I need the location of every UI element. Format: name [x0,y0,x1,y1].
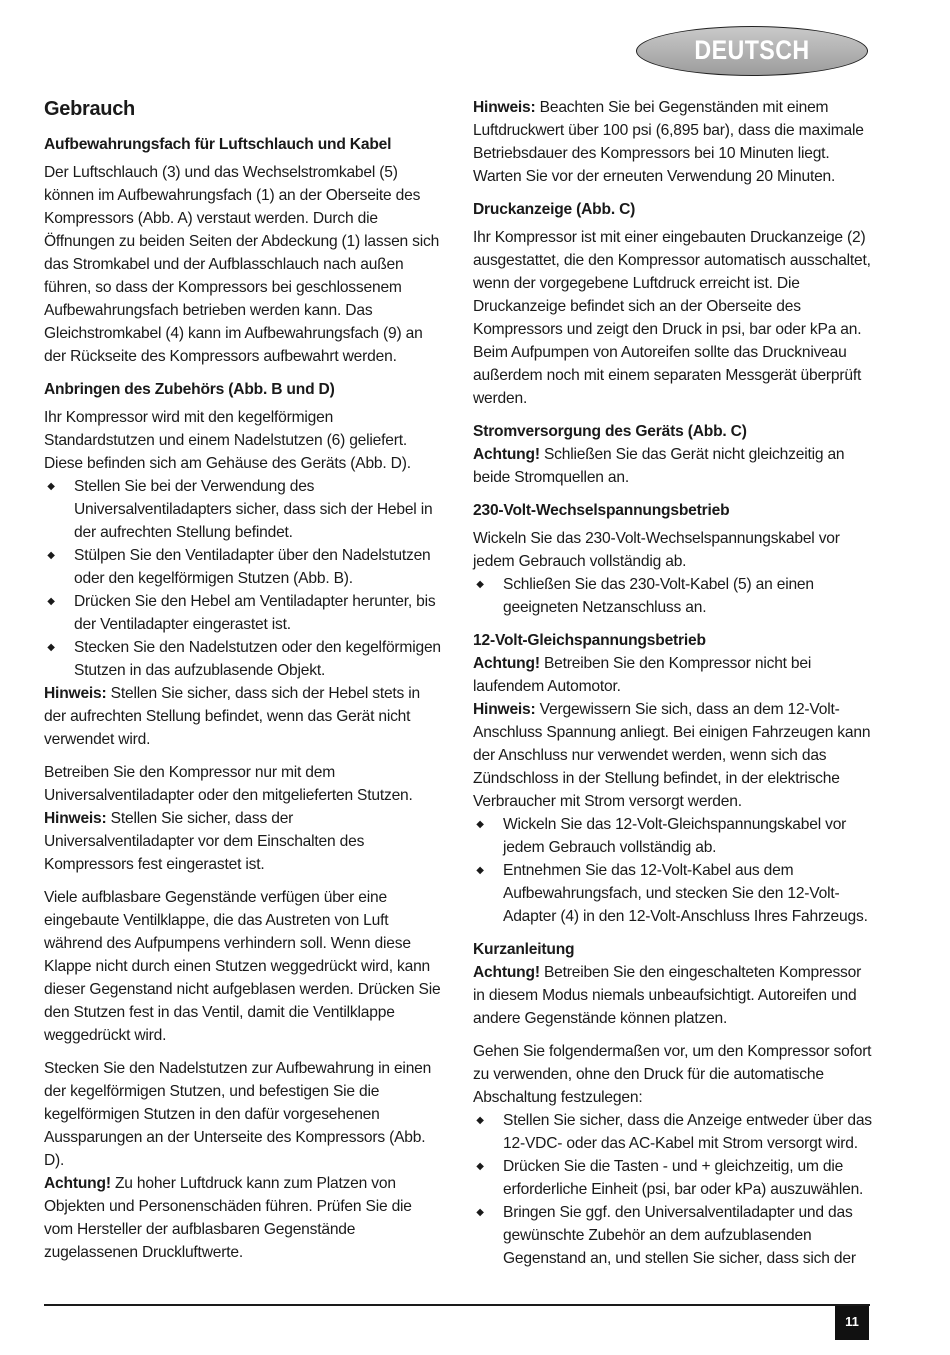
note-operating-time: Hinweis: Beachten Sie bei Gegenständen mit einem Luftdruckwert über 100 psi (6,895 bar), dass die maximale Betriebsdauer des Kompressors bei 10 Minuten liegt. Warten Sie vor der erneuten Verwendung 20 Minuten. [473,99,864,185]
warning-label: Achtung! [473,964,540,981]
list-item: ◆ Stellen Sie bei der Verwendung des Universalventiladapters sicher, dass sich der Hebel in der aufrechten Stellung befindet. [44,475,444,544]
footer-rule [44,1304,870,1306]
note-label: Hinweis: [44,685,107,702]
warning-unattended: Achtung! Betreiben Sie den eingeschalteten Kompressor in diesem Modus niemals unbeaufsichtigt. Autoreifen und andere Gegenstände können platzen. [473,964,862,1027]
heading-power-supply: Stromversorgung des Geräts (Abb. C) [473,423,747,440]
heading-storage: Aufbewahrungsfach für Luftschlauch und Kabel [44,136,392,153]
bullet-icon: ◆ [476,1161,484,1172]
note-lever: Hinweis: Stellen Sie sicher, dass sich der Hebel stets in der aufrechten Stellung befindet, wenn das Gerät nicht verwendet wird. [44,685,421,748]
heading-ac-operation: 230-Volt-Wechselspannungsbetrieb [473,502,730,519]
bullet-icon: ◆ [47,481,55,492]
bullet-icon: ◆ [476,1115,484,1126]
bullet-icon: ◆ [47,550,55,561]
language-badge [636,26,868,76]
language-label: DEUTSCH [694,35,810,65]
list-item: ◆ Entnehmen Sie das 12-Volt-Kabel aus dem Aufbewahrungsfach, und stecken Sie den 12-Volt-Adapter (4) in den 12-Volt-Anschluss Ihres Fahrzeugs. [473,859,873,928]
bullet-icon: ◆ [476,819,484,830]
note-label: Hinweis: [473,701,536,718]
warning-pressure: Achtung! Zu hoher Luftdruck kann zum Platzen von Objekten und Personenschäden führen. Prüfen Sie die vom Hersteller der aufblasbaren Gegenstände zugelassenen Druckluftwerte. [44,1175,412,1261]
list-item: ◆ Stecken Sie den Nadelstutzen oder den kegelförmigen Stutzen in das aufzublasende Objekt. [44,636,444,682]
warning-label: Achtung! [44,1175,111,1192]
heading-dc-operation: 12-Volt-Gleichspannungsbetrieb [473,632,706,649]
list-item: ◆ Bringen Sie ggf. den Universalventiladapter und das gewünschte Zubehör an dem aufzublasenden Gegenstand an, und stellen Sie sicher, dass sich der [473,1201,873,1270]
warning-label: Achtung! [473,446,540,463]
dc-bullet-list [473,813,873,928]
section-title: Gebrauch [44,98,135,120]
right-column [473,96,873,1270]
bullet-icon: ◆ [47,642,55,653]
paragraph-valve-flap: Viele aufblasbare Gegenstände verfügen über eine eingebaute Ventilklappe, die das Austreten von Luft während des Aufpumpens verhindern soll. Wenn diese Klappe nicht durch einen Stutzen weggedrückt wird, kann dieser Gegenstand nicht aufgeblasen werden. Drücken Sie den Stutzen fest in das Ventil, damit die Ventilklappe weggedrückt wird. [44,889,441,1044]
ac-bullet-list [473,573,873,619]
paragraph-pressure-gauge: Ihr Kompressor ist mit einer eingebauten Druckanzeige (2) ausgestattet, die den Kompressor automatisch ausschaltet, wenn der vorgegebene Luftdruck erreicht ist. Die Druckanzeige befindet sich an der Oberseite des Kompressors und zeigt den Druck in psi, bar oder kPa an. Beim Aufpumpen von Autoreifen sollte das Druckniveau außerdem noch mit einem separaten Messgerät überprüft werden. [473,229,871,407]
list-item: ◆ Drücken Sie den Hebel am Ventiladapter herunter, bis der Ventiladapter eingerastet ist. [44,590,444,636]
warning-label: Achtung! [473,655,540,672]
note-12v-socket: Hinweis: Vergewissern Sie sich, dass an dem 12-Volt-Anschluss Spannung anliegt. Bei einigen Fahrzeugen kann der Anschluss nur verwendet werden, wenn sich das Zündschloss in der Stellung befindet, in der elektrische Verbraucher mit Strom versorgt werden. [473,701,871,810]
heading-pressure-gauge: Druckanzeige (Abb. C) [473,201,636,218]
page-number: 11 [835,1306,869,1340]
paragraph-quick-start: Gehen Sie folgendermaßen vor, um den Kompressor sofort zu verwenden, ohne den Druck für die automatische Abschaltung festzulegen: [473,1043,872,1106]
note-label: Hinweis: [473,99,536,116]
paragraph-accessories-intro: Ihr Kompressor wird mit den kegelförmigen Standardstutzen und einem Nadelstutzen (6) geliefert. Diese befinden sich am Gehäuse des Geräts (Abb. D). [44,409,411,472]
list-item: ◆ Stülpen Sie den Ventiladapter über den Nadelstutzen oder den kegelförmigen Stutzen (Abb. B). [44,544,444,590]
bullet-icon: ◆ [476,865,484,876]
heading-accessories: Anbringen des Zubehörs (Abb. B und D) [44,381,335,398]
paragraph-storage: Der Luftschlauch (3) und das Wechselstromkabel (5) können im Aufbewahrungsfach (1) an der Oberseite des Kompressors (Abb. A) verstaut werden. Durch die Öffnungen zu beiden Seiten der Abdeckung (1) lassen sich das Stromkabel und der Aufblasschlauch nach außen führen, so dass der Kompressors bei geschlossenem Aufbewahrungsfach betrieben werden kann. Das Gleichstromkabel (4) kann im Aufbewahrungsfach (9) an der Rückseite des Kompressors aufbewahrt werden. [44,164,440,365]
paragraph-needle-storage: Stecken Sie den Nadelstutzen zur Aufbewahrung in einen der kegelförmigen Stutzen, und befestigen Sie die kegelförmigen Stutzen in den dafür vorgesehenen Aussparungen an der Unterseite des Kompressors (Abb. D). [44,1060,432,1169]
list-item: ◆ Wickeln Sie das 12-Volt-Gleichspannungskabel vor jedem Gebrauch vollständig ab. [473,813,873,859]
list-item: ◆ Stellen Sie sicher, dass die Anzeige entweder über das 12-VDC- oder das AC-Kabel mit Strom versorgt wird. [473,1109,873,1155]
note-label: Hinweis: [44,810,107,827]
paragraph-adapter-only: Betreiben Sie den Kompressor nur mit dem Universalventiladapter oder den mitgelieferten Stutzen. [44,764,413,804]
accessories-bullet-list [44,475,444,682]
paragraph-ac-cable: Wickeln Sie das 230-Volt-Wechselspannungskabel vor jedem Gebrauch vollständig ab. [473,530,840,570]
bullet-icon: ◆ [476,1207,484,1218]
list-item: ◆ Drücken Sie die Tasten - und + gleichzeitig, um die erforderliche Einheit (psi, bar oder kPa) auszuwählen. [473,1155,873,1201]
bullet-icon: ◆ [47,596,55,607]
left-column [44,96,444,1264]
warning-engine: Achtung! Betreiben Sie den Kompressor nicht bei laufendem Automotor. [473,655,812,695]
list-item: ◆ Schließen Sie das 230-Volt-Kabel (5) an einen geeigneten Netzanschluss an. [473,573,873,619]
quick-guide-bullet-list [473,1109,873,1270]
warning-power-sources: Achtung! Schließen Sie das Gerät nicht gleichzeitig an beide Stromquellen an. [473,446,845,486]
heading-quick-guide: Kurzanleitung [473,941,575,958]
bullet-icon: ◆ [476,579,484,590]
note-adapter-locked: Hinweis: Stellen Sie sicher, dass der Universalventiladapter vor dem Einschalten des Kompressors fest eingerastet ist. [44,810,365,873]
